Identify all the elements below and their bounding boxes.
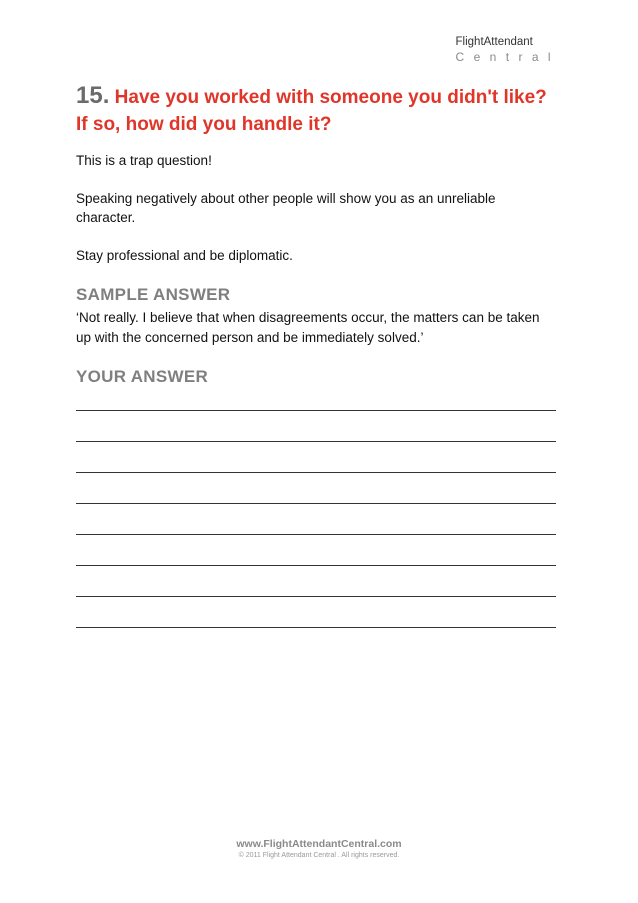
answer-line[interactable] — [76, 454, 556, 485]
answer-line[interactable] — [76, 392, 556, 423]
intro-paragraph: This is a trap question! — [76, 153, 212, 168]
question-text: Have you worked with someone you didn't like? If so, how did you handle it? — [76, 87, 547, 135]
answer-line[interactable] — [76, 485, 556, 516]
logo-line-2: Central — [455, 49, 560, 64]
question-heading — [76, 82, 556, 138]
sample-answer-title: SAMPLE ANSWER — [76, 285, 231, 304]
answer-line[interactable] — [76, 516, 556, 547]
page-footer — [0, 838, 638, 859]
answer-line[interactable] — [76, 423, 556, 454]
answer-line[interactable] — [76, 547, 556, 578]
answer-lines — [76, 392, 556, 640]
tip-paragraph: Stay professional and be diplomatic. — [76, 248, 293, 263]
logo-line-1: FlightAttendant — [455, 36, 533, 48]
advice-paragraph: Speaking negatively about other people will show you as an unreliable character. — [76, 191, 496, 225]
sample-answer-text: ‘Not really. I believe that when disagreements occur, the matters can be taken up with the concerned person and be immediately solved.’ — [76, 310, 540, 345]
answer-line[interactable] — [76, 578, 556, 609]
footer-copyright: © 2011 Flight Attendant Central . All rights reserved. — [238, 852, 400, 859]
brand-logo — [456, 37, 560, 63]
question-number: 15. — [76, 82, 110, 109]
your-answer-title: YOUR ANSWER — [76, 367, 209, 386]
footer-url: www.FlightAttendantCentral.com — [236, 838, 402, 850]
page-content — [76, 82, 556, 640]
answer-line[interactable] — [76, 609, 556, 640]
